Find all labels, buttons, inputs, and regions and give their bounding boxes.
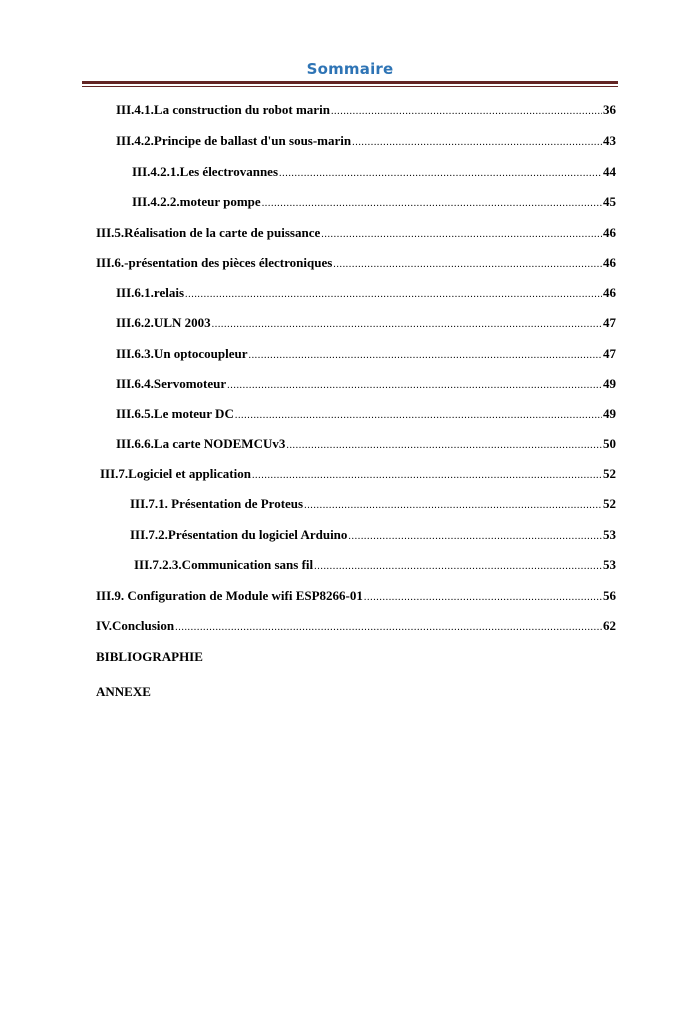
toc-entry-label: III.7.2.Présentation du logiciel Arduino [130, 527, 348, 542]
dot-leader [286, 438, 602, 454]
toc-entry-page: 56 [603, 588, 616, 603]
toc-entry-page: 52 [603, 466, 616, 481]
toc-entry-3-6-4[interactable] [116, 376, 616, 392]
toc-entry-3-6-1[interactable] [116, 285, 616, 301]
toc-entry-label: III.7.Logiciel et application [100, 466, 251, 481]
toc-entry-page: 45 [603, 194, 616, 209]
toc-entry-3-7-2-3[interactable] [134, 557, 616, 573]
dot-leader [331, 104, 602, 120]
toc-entry-page: 62 [603, 618, 616, 633]
toc-entry-label: III.6.-présentation des pièces électroniques [96, 255, 333, 270]
dot-leader [252, 468, 602, 484]
dot-leader [227, 378, 602, 394]
dot-leader [364, 590, 602, 606]
toc-entry-label: III.4.2.Principe de ballast d'un sous-marin [116, 133, 352, 148]
dot-leader [185, 287, 602, 303]
toc-entry-label: IV.Conclusion [96, 618, 175, 633]
dot-leader [235, 408, 602, 424]
toc-entry-label: III.7.1. Présentation de Proteus [130, 496, 304, 511]
toc-entry-page: 47 [603, 346, 616, 361]
toc-entry-3-4-1[interactable] [116, 102, 616, 118]
toc-entry-label: III.6.6.La carte NODEMCUv3 [116, 436, 286, 451]
toc-entry-label: III.4.2.1.Les électrovannes [132, 164, 279, 179]
toc-entry-label: III.5.Réalisation de la carte de puissance [96, 225, 321, 240]
toc-entry-3-7[interactable] [100, 466, 616, 482]
dot-leader [352, 135, 602, 151]
toc-entry-3-5[interactable] [96, 225, 616, 241]
toc-entry-page: 53 [603, 557, 616, 572]
dot-leader [248, 348, 602, 364]
toc-entry-page: 50 [603, 436, 616, 451]
toc-entry-3-6-3[interactable] [116, 346, 616, 362]
toc-entry-page: 49 [603, 376, 616, 391]
toc-entry-3-7-1[interactable] [130, 496, 616, 512]
toc-entry-3-6-5[interactable] [116, 406, 616, 422]
toc-entry-3-6[interactable] [96, 255, 616, 271]
toc-entry-page: 52 [603, 496, 616, 511]
toc-entry-page: 47 [603, 315, 616, 330]
toc-entry-4[interactable] [96, 618, 616, 634]
toc-entry-page: 46 [603, 225, 616, 240]
page-title: Sommaire [306, 60, 394, 78]
toc-entry-label: III.6.1.relais [116, 285, 185, 300]
toc-entry-label: III.6.3.Un optocoupleur [116, 346, 248, 361]
dot-leader [314, 559, 602, 575]
dot-leader [279, 166, 602, 182]
toc-entry-page: 44 [603, 164, 616, 179]
toc-entry-page: 46 [603, 255, 616, 270]
dot-leader [304, 498, 602, 514]
toc-entry-3-4-2-1[interactable] [132, 164, 616, 180]
toc-entry-3-7-2[interactable] [130, 527, 616, 543]
toc-entry-label: III.7.2.3.Communication sans fil [134, 557, 314, 572]
toc-entry-3-6-2[interactable] [116, 315, 616, 331]
toc-entry-page: 36 [603, 102, 616, 117]
toc-entry-label: III.4.2.2.moteur pompe [132, 194, 261, 209]
toc-entry-label: III.9. Configuration de Module wifi ESP8266-01 [96, 588, 363, 603]
toc-entry-3-4-2[interactable] [116, 133, 616, 149]
toc-entry-annex[interactable]: ANNEXE [96, 684, 151, 699]
toc-entry-3-6-6[interactable] [116, 436, 616, 452]
dot-leader [175, 620, 602, 636]
toc-entry-3-9[interactable] [96, 588, 616, 604]
dot-leader [321, 227, 602, 243]
dot-leader [262, 196, 602, 212]
dot-leader [212, 317, 602, 333]
toc-entry-3-4-2-2[interactable] [132, 194, 616, 210]
toc-entry-label: III.4.1.La construction du robot marin [116, 102, 330, 117]
toc-entry-label: III.6.4.Servomoteur [116, 376, 227, 391]
toc-entry-page: 46 [603, 285, 616, 300]
toc-entry-label: III.6.5.Le moteur DC [116, 406, 234, 421]
toc-entry-page: 43 [603, 133, 616, 148]
toc-entry-page: 53 [603, 527, 616, 542]
toc-entry-label: III.6.2.ULN 2003 [116, 315, 211, 330]
dot-leader [348, 529, 602, 545]
toc-entry-bibliography[interactable]: BIBLIOGRAPHIE [96, 649, 203, 664]
toc-entry-page: 49 [603, 406, 616, 421]
dot-leader [333, 257, 602, 273]
